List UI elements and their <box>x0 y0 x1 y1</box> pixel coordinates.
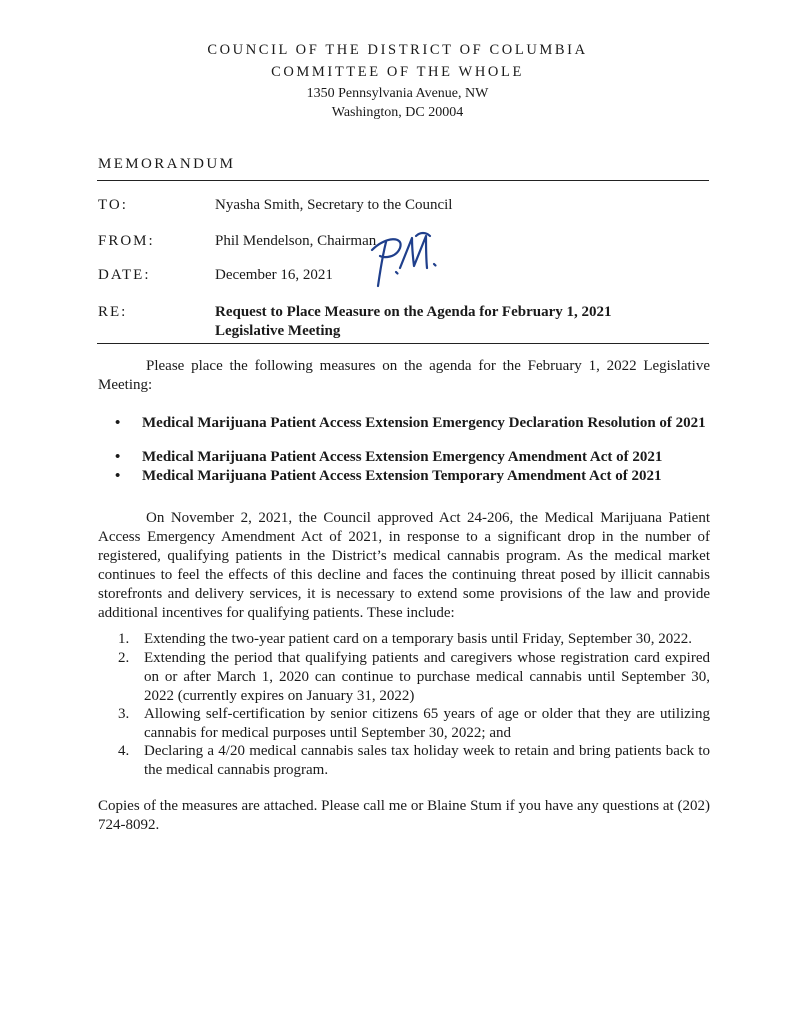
from-label: FROM: <box>98 233 155 249</box>
measure-item <box>115 414 710 433</box>
re-value-line-1: Request to Place Measure on the Agenda for February 1, 2021 <box>215 304 612 320</box>
provision-item <box>118 630 710 649</box>
provision-number: 3. <box>118 706 130 722</box>
provision-number: 4. <box>118 743 130 759</box>
measure-text: Medical Marijuana Patient Access Extension Temporary Amendment Act of 2021 <box>142 468 662 484</box>
provision-text: Declaring a 4/20 medical cannabis sales tax holiday week to retain and bring patients back to the medical cannabis program. <box>144 743 710 778</box>
bullet-icon: • <box>115 468 121 484</box>
signature-icon <box>366 228 446 290</box>
closing-paragraph: Copies of the measures are attached. Please call me or Blaine Stum if you have any questions at (202) 724-8092. <box>98 798 710 833</box>
to-value: Nyasha Smith, Secretary to the Council <box>215 197 453 213</box>
memo-title: MEMORANDUM <box>98 156 236 172</box>
provision-text: Extending the two-year patient card on a temporary basis until Friday, September 30, 2022. <box>144 631 693 647</box>
header-divider <box>97 180 709 181</box>
provision-item <box>118 705 710 743</box>
provision-item <box>118 742 710 780</box>
re-label: RE: <box>98 304 128 320</box>
provision-number: 1. <box>118 631 130 647</box>
measure-item <box>115 467 710 486</box>
context-paragraph: On November 2, 2021, the Council approved Act 24-206, the Medical Marijuana Patient Access Emergency Amendment Act of 2021, in response to a significant drop in the number of registered, qualifying patients in the District’s medical cannabis program. As the medical market continues to feel the effects of this decline and faces the continuing threat posed by illicit cannabis storefronts and delivery services, it is necessary to extend some provisions of the law and provide additional incentives for qualifying patients. These include: <box>98 510 710 621</box>
address-line-2: Washington, DC 20004 <box>331 105 464 120</box>
address-line-1: 1350 Pennsylvania Avenue, NW <box>306 86 489 101</box>
provision-text: Allowing self-certification by senior citizens 65 years of age or older that they are utilizing cannabis for medical purposes until September 30, 2022; and <box>144 706 710 741</box>
measure-text: Medical Marijuana Patient Access Extension Emergency Declaration Resolution of 2021 <box>142 415 706 431</box>
memo-divider <box>97 343 709 344</box>
provision-item <box>118 649 710 706</box>
date-label: DATE: <box>98 267 151 283</box>
intro-paragraph: Please place the following measures on the agenda for the February 1, 2022 Legislative Meeting: <box>98 358 710 393</box>
bullet-icon: • <box>115 415 121 431</box>
to-label: TO: <box>98 197 128 213</box>
provision-text: Extending the period that qualifying patients and caregivers whose registration card expired on or after March 1, 2020 can continue to purchase medical cannabis until September 30, 2022 (currently expires on January 31, 2022) <box>144 650 710 704</box>
measure-item <box>115 448 710 467</box>
org-name: COUNCIL OF THE DISTRICT OF COLUMBIA <box>207 42 588 58</box>
bullet-icon: • <box>115 449 121 465</box>
committee-name: COMMITTEE OF THE WHOLE <box>271 64 524 80</box>
measure-text: Medical Marijuana Patient Access Extension Emergency Amendment Act of 2021 <box>142 449 663 465</box>
date-value: December 16, 2021 <box>215 267 333 283</box>
provision-number: 2. <box>118 650 130 666</box>
from-value: Phil Mendelson, Chairman <box>215 233 377 249</box>
re-value-line-2: Legislative Meeting <box>215 323 341 339</box>
